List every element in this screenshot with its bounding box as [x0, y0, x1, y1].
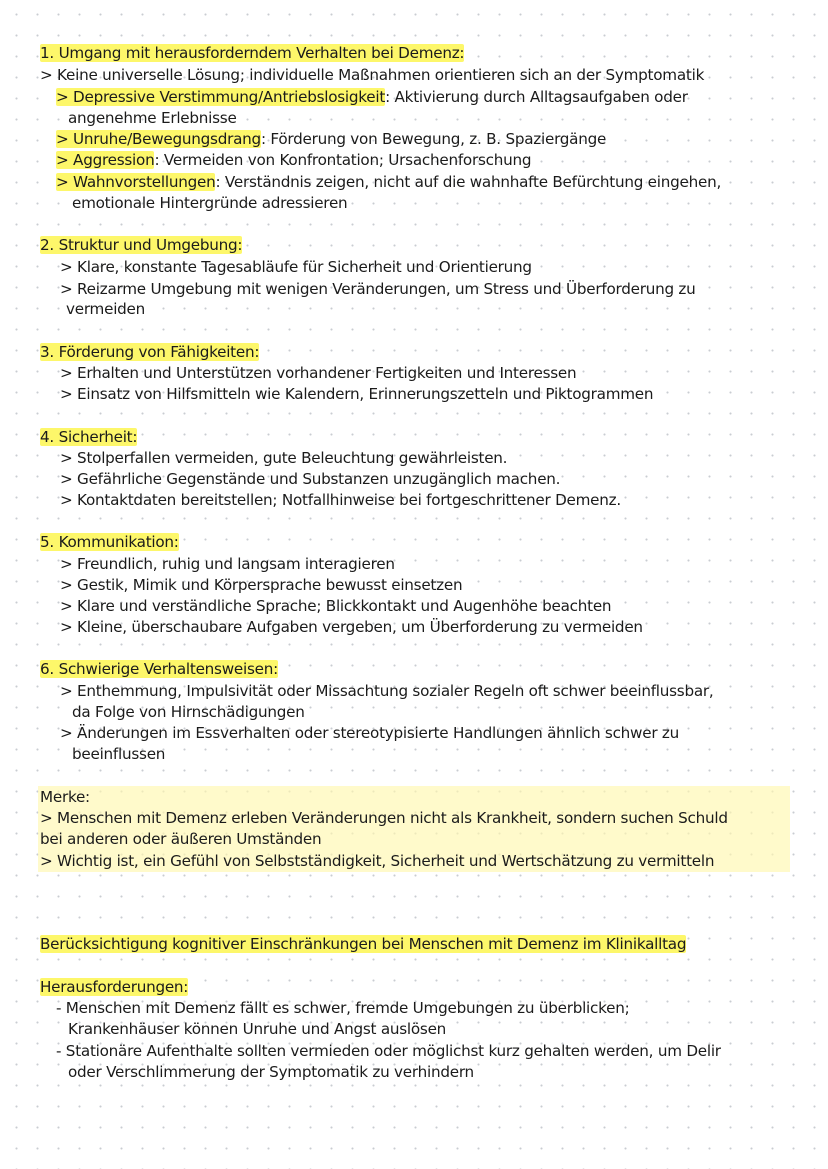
- section-1-item-restlessness: [56, 129, 606, 150]
- section-1-item-depression-cont: angenehme Erlebnisse: [68, 109, 237, 127]
- section-1-item-delusions-cont: emotionale Hintergründe adressieren: [72, 194, 348, 212]
- section-1-heading: [40, 43, 464, 64]
- merke-line: bei anderen oder äußeren Umständen: [40, 830, 322, 848]
- section-1-item-delusions: [56, 172, 721, 193]
- section-1-item-aggression: [56, 150, 531, 171]
- text-restlessness: : Förderung von Bewegung, z. B. Spaziergänge: [260, 130, 607, 148]
- section-1-heading-text: 1. Umgang mit herausforderndem Verhalten bei Demenz:: [40, 44, 465, 62]
- section-4-line: > Gefährliche Gegenstände und Substanzen unzugänglich machen.: [60, 470, 561, 488]
- text-depression: : Aktivierung durch Alltagsaufgaben oder: [385, 88, 688, 106]
- term-aggression: > Aggression: [56, 151, 155, 169]
- section-3-heading-text: 3. Förderung von Fähigkeiten:: [40, 343, 260, 361]
- section-2-line: > Klare, konstante Tagesabläufe für Sicherheit und Orientierung: [60, 258, 532, 276]
- section-5-line: > Kleine, überschaubare Aufgaben vergeben, um Überforderung zu vermeiden: [60, 618, 643, 636]
- section-6-line: > Änderungen im Essverhalten oder stereotypisierte Handlungen ähnlich schwer zu: [60, 724, 679, 742]
- term-depression: > Depressive Verstimmung/Antriebslosigkeit: [56, 88, 386, 106]
- topic-2-subheading: [40, 977, 188, 998]
- section-2-line: vermeiden: [66, 300, 146, 318]
- section-6-heading-text: 6. Schwierige Verhaltensweisen:: [40, 660, 278, 678]
- topic-2-title-text: Berücksichtigung kognitiver Einschränkungen bei Menschen mit Demenz im Klinikalltag: [40, 935, 687, 953]
- section-6-line: da Folge von Hirnschädigungen: [72, 703, 305, 721]
- section-4-line: > Kontaktdaten bereitstellen; Notfallhinweise bei fortgeschrittener Demenz.: [60, 491, 621, 509]
- section-4-line: > Stolperfallen vermeiden, gute Beleuchtung gewährleisten.: [60, 449, 508, 467]
- section-4-heading-text: 4. Sicherheit:: [40, 428, 138, 446]
- section-2-heading-text: 2. Struktur und Umgebung:: [40, 236, 243, 254]
- merke-line: > Menschen mit Demenz erleben Veränderungen nicht als Krankheit, sondern suchen Schuld: [40, 809, 728, 827]
- section-6-heading: [40, 659, 278, 680]
- topic-2-line: - Menschen mit Demenz fällt es schwer, fremde Umgebungen zu überblicken;: [56, 999, 630, 1017]
- section-5-line: > Gestik, Mimik und Körpersprache bewusst einsetzen: [60, 576, 463, 594]
- section-1-intro: > Keine universelle Lösung; individuelle Maßnahmen orientieren sich an der Symptomatik: [40, 66, 705, 84]
- section-3-line: > Erhalten und Unterstützen vorhandener Fertigkeiten und Interessen: [60, 364, 577, 382]
- merke-heading: Merke:: [40, 788, 90, 806]
- section-6-line: beeinflussen: [72, 745, 166, 763]
- topic-2-line: - Stationäre Aufenthalte sollten vermieden oder möglichst kurz gehalten werden, um Delir: [56, 1042, 721, 1060]
- topic-2-line: oder Verschlimmerung der Symptomatik zu verhindern: [68, 1063, 474, 1081]
- topic-2-subheading-text: Herausforderungen:: [40, 978, 189, 996]
- term-delusions: > Wahnvorstellungen: [56, 173, 216, 191]
- section-5-heading: [40, 532, 179, 553]
- topic-2-line: Krankenhäuser können Unruhe und Angst auslösen: [68, 1020, 447, 1038]
- section-6-line: > Enthemmung, Impulsivität oder Missachtung sozialer Regeln oft schwer beeinflussbar,: [60, 682, 714, 700]
- section-4-heading: [40, 427, 137, 448]
- section-2-line: > Reizarme Umgebung mit wenigen Veränderungen, um Stress und Überforderung zu: [60, 280, 696, 298]
- section-5-line: > Freundlich, ruhig und langsam interagieren: [60, 555, 395, 573]
- section-3-line: > Einsatz von Hilfsmitteln wie Kalendern, Erinnerungszetteln und Piktogrammen: [60, 385, 654, 403]
- text-delusions: : Verständnis zeigen, nicht auf die wahnhafte Befürchtung eingehen,: [215, 173, 722, 191]
- section-5-line: > Klare und verständliche Sprache; Blickkontakt und Augenhöhe beachten: [60, 597, 612, 615]
- section-5-heading-text: 5. Kommunikation:: [40, 533, 179, 551]
- term-restlessness: > Unruhe/Bewegungsdrang: [56, 130, 261, 148]
- merke-line: > Wichtig ist, ein Gefühl von Selbstständigkeit, Sicherheit und Wertschätzung zu vermitteln: [40, 852, 715, 870]
- section-3-heading: [40, 342, 259, 363]
- text-aggression: : Vermeiden von Konfrontation; Ursachenforschung: [154, 151, 532, 169]
- section-1-item-depression: [56, 87, 688, 108]
- section-2-heading: [40, 235, 242, 256]
- topic-2-title: [40, 934, 686, 955]
